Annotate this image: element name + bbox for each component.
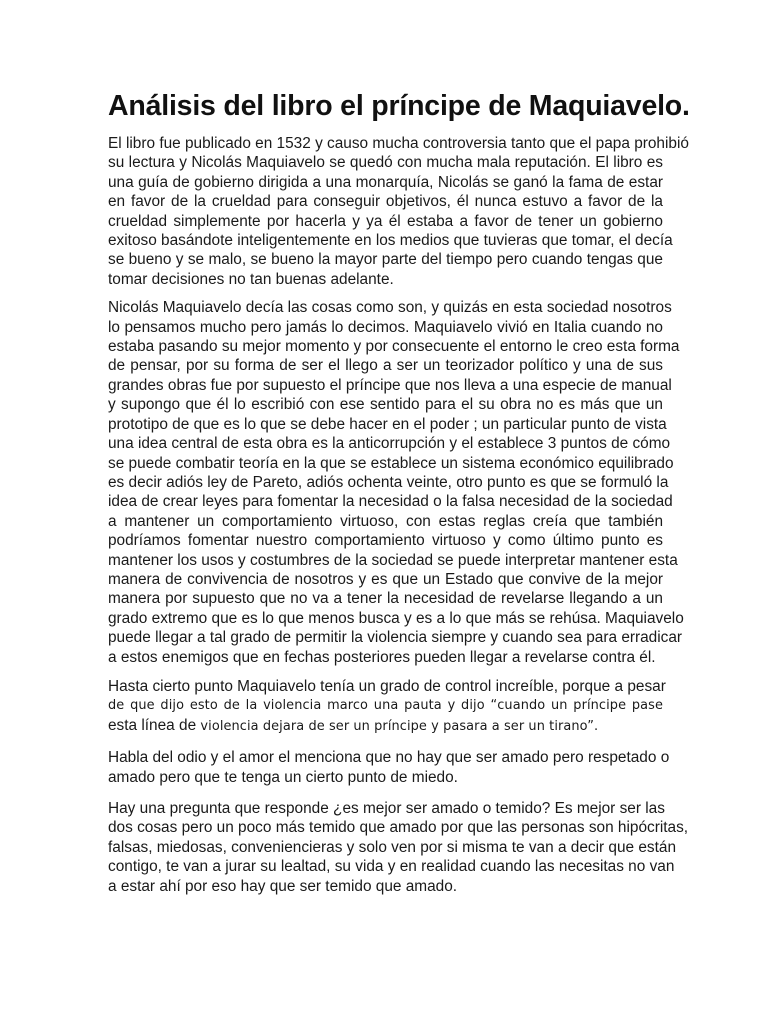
text-line: grado extremo que es lo que menos busca y es a lo que más se rehúsa. Maquiavelo xyxy=(108,609,684,627)
text-line: Hasta cierto punto Maquiavelo tenía un grado de control increíble, porque a pesar xyxy=(108,677,666,695)
paragraph-3 xyxy=(108,677,666,736)
text-line: grandes obras fue por supuesto el príncipe que nos lleva a una especie de manual xyxy=(108,376,672,394)
paragraph-2 xyxy=(108,298,684,667)
text-line: es decir adiós ley de Pareto, adiós ochenta veinte, otro punto es que se formuló la xyxy=(108,473,669,491)
text-line: a mantener un comportamiento virtuoso, con estas reglas creía que también xyxy=(108,512,663,530)
paragraph-4 xyxy=(108,748,670,787)
text-line: estaba pasando su mejor momento y por consecuente el entorno le creo esta forma xyxy=(108,338,680,356)
paragraph-5 xyxy=(108,799,689,896)
text-line: prototipo de que es lo que se debe hacer en el poder ; un particular punto de vista xyxy=(108,415,667,433)
text-line: a estar ahí por eso hay que ser temido que amado. xyxy=(108,877,458,895)
text-line: manera por supuesto que no va a tener la necesidad de revelarse llegando a un xyxy=(108,590,663,608)
text-line: tomar decisiones no tan buenas adelante. xyxy=(108,270,394,288)
text-line: de que dijo esto de la violencia marco una pauta y dijo “cuando un príncipe pase xyxy=(108,698,663,714)
text-line: su lectura y Nicolás Maquiavelo se quedó con mucha mala reputación. El libro es xyxy=(108,154,663,172)
text-line: se puede combatir teoría en la que se establece un sistema económico equilibrado xyxy=(108,454,674,472)
text-line: exitoso basándote inteligentemente en los medios que tuvieras que tomar, el decía xyxy=(108,232,673,250)
text-line: una idea central de esta obra es la anticorrupción y el establece 3 puntos de cómo xyxy=(108,435,671,453)
text-line: a estos enemigos que en fechas posteriores pueden llegar a revelarse contra él. xyxy=(108,648,656,666)
text-line: de pensar, por su forma de ser el llego a ser un teorizador político y una de sus xyxy=(108,357,663,375)
text-line: El libro fue publicado en 1532 y causo mucha controversia tanto que el papa prohibió xyxy=(108,135,689,152)
document-page xyxy=(108,88,690,896)
text-fragment: esta línea de xyxy=(108,716,201,734)
text-line: mantener los usos y costumbres de la sociedad se puede interpretar mantener esta xyxy=(108,551,678,569)
text-line: Hay una pregunta que responde ¿es mejor ser amado o temido? Es mejor ser las xyxy=(108,800,665,817)
text-line: dos cosas pero un poco más temido que amado por que las personas son hipócritas, xyxy=(108,819,689,837)
text-fragment: violencia dejara de ser un príncipe y pasara a ser un tirano”. xyxy=(200,718,599,734)
text-line: en favor de la crueldad para conseguir objetivos, él nunca estuvo a favor de la xyxy=(108,193,663,211)
text-line: podríamos fomentar nuestro comportamiento virtuoso y como último punto es xyxy=(108,532,663,550)
text-line: se bueno y se malo, se bueno la mayor parte del tiempo pero cuando tengas que xyxy=(108,251,663,269)
text-line: contigo, te van a jurar su lealtad, su vida y en realidad cuando las necesitas no van xyxy=(108,858,675,876)
document-title: Análisis del libro el príncipe de Maquiavelo. xyxy=(108,90,690,122)
text-line: lo pensamos mucho pero jamás lo decimos. Maquiavelo vivió en Italia cuando no xyxy=(108,318,663,336)
text-line: puede llegar a tal grado de permitir la violencia siempre y cuando sea para erradicar xyxy=(108,629,683,647)
text-line: Nicolás Maquiavelo decía las cosas como son, y quizás en esta sociedad nosotros xyxy=(108,299,672,317)
text-line: manera de convivencia de nosotros y es que un Estado que convive de la mejor xyxy=(108,570,663,588)
text-line: Habla del odio y el amor el menciona que no hay que ser amado pero respetado o xyxy=(108,749,670,767)
paragraph-1 xyxy=(108,134,689,289)
text-line xyxy=(108,716,663,736)
text-line: y supongo que él lo escribió con ese sentido para el su obra no es más que un xyxy=(108,396,663,414)
text-line: falsas, miedosas, conveniencieras y solo ven por si misma te van a decir que están xyxy=(108,838,677,856)
text-line: crueldad simplemente por hacerla y ya él estaba a favor de tener un gobierno xyxy=(108,212,663,230)
text-line: idea de crear leyes para fomentar la necesidad o la falsa necesidad de la sociedad xyxy=(108,493,673,511)
text-line: amado pero que te tenga un cierto punto de miedo. xyxy=(108,768,458,786)
text-line: una guía de gobierno dirigida a una monarquía, Nicolás se ganó la fama de estar xyxy=(108,173,663,191)
